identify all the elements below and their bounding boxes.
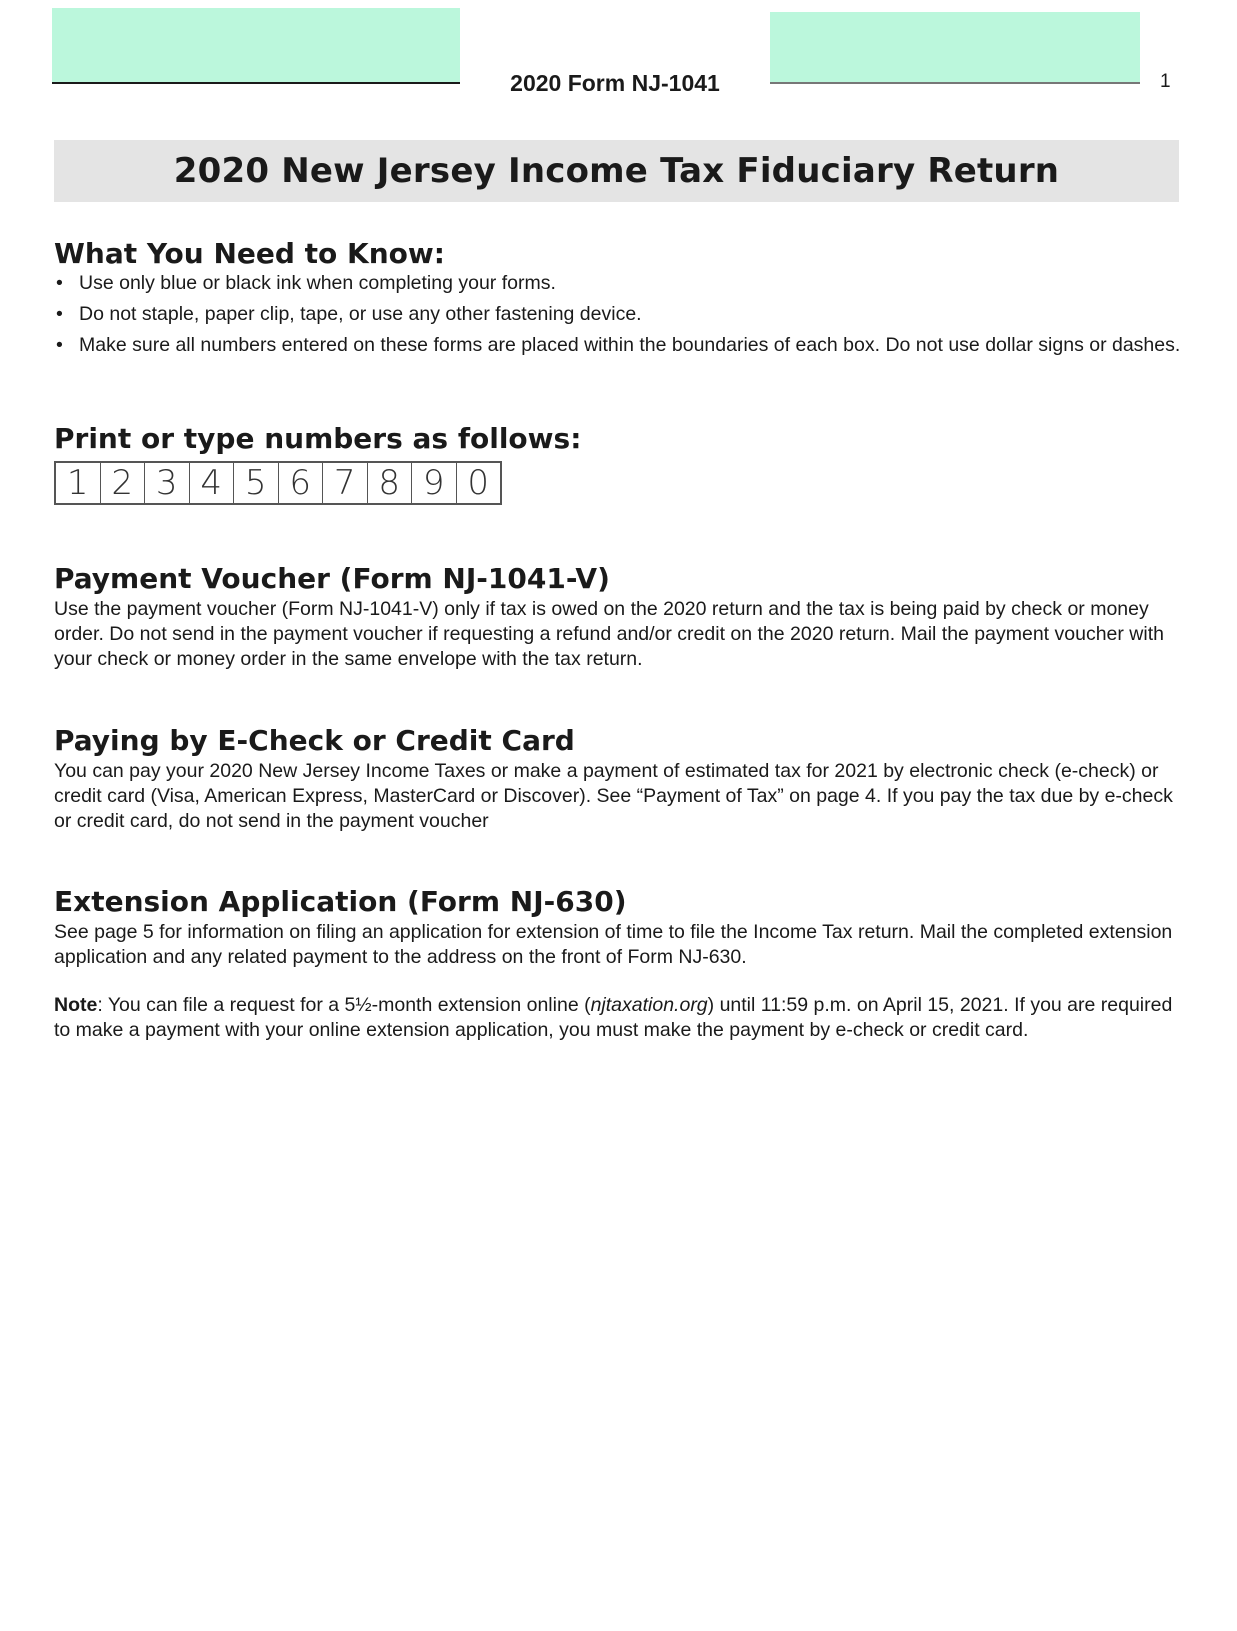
extension-text: See page 5 for information on filing an application for extension of time to file the Income Tax return. Mail the completed extension application and any related payment to the address on the front of Form NJ-630. [54, 921, 1173, 968]
payment-voucher-heading: Payment Voucher (Form NJ-1041-V) [54, 562, 610, 595]
extension-note [54, 993, 1184, 1043]
digit-cell: 4 [190, 463, 235, 503]
extension-section [54, 884, 1184, 1043]
page-title: 2020 New Jersey Income Tax Fiduciary Return [173, 151, 1060, 191]
note-text-2: ) until 11:59 p.m. on April 15, 2021. If you are required to make a payment with your online extension application, you must make the payment by e-check or credit card. [54, 994, 1173, 1041]
need-to-know-heading: What You Need to Know: [54, 237, 445, 270]
bullet-icon: • [56, 272, 63, 294]
list-item [54, 333, 1184, 358]
njtaxation-link[interactable]: njtaxation.org [590, 994, 708, 1016]
bullet-text: Use only blue or black ink when completing your forms. [79, 272, 556, 294]
digit-cell: 3 [145, 463, 190, 503]
echeck-heading: Paying by E-Check or Credit Card [54, 724, 575, 757]
bullet-icon: • [56, 303, 63, 325]
list-item [54, 302, 1184, 327]
digit-cell: 5 [234, 463, 279, 503]
payment-voucher-text: Use the payment voucher (Form NJ-1041-V) only if tax is owed on the 2020 return and the tax is being paid by check or money order. Do not send in the payment voucher if requesting a refund and/or credit on the 2020 return. Mail the payment voucher with your check or money order in the same envelope with the tax return. [54, 598, 1164, 670]
bullet-icon: • [56, 334, 63, 356]
digit-cell: 9 [412, 463, 457, 503]
need-to-know-list [54, 271, 1184, 358]
header-input-field-right[interactable] [770, 12, 1140, 84]
digit-sample-row [54, 461, 502, 505]
digit-cell: 0 [467, 463, 490, 503]
payment-voucher-section [54, 561, 1184, 672]
digit-cell: 8 [368, 463, 413, 503]
page-number: 1 [1160, 71, 1171, 92]
digit-cell: 1 [56, 463, 101, 503]
digit-cell: 6 [279, 463, 324, 503]
bullet-text: Make sure all numbers entered on these forms are placed within the boundaries of each box. Do not use dollar signs or dashes. [79, 334, 1181, 356]
extension-heading: Extension Application (Form NJ-630) [54, 885, 627, 918]
echeck-section [54, 723, 1184, 834]
list-item [54, 271, 1184, 296]
header-input-field-left[interactable] [52, 8, 460, 84]
title-bar [54, 140, 1179, 202]
need-to-know-section [54, 236, 1184, 364]
print-numbers-section [54, 421, 1184, 505]
form-id: 2020 Form NJ-1041 [510, 70, 720, 96]
print-numbers-heading: Print or type numbers as follows: [54, 422, 582, 455]
echeck-text: You can pay your 2020 New Jersey Income Taxes or make a payment of estimated tax for 2021 by electronic check (e-check) or credit card (Visa, American Express, MasterCard or Discover). See “Payment of Tax” on page 4. If you pay the tax due by e-check or credit card, do not send in the payment voucher [54, 760, 1173, 832]
digit-cell: 2 [101, 463, 146, 503]
note-text-1: : You can file a request for a 5½-month extension online ( [97, 994, 591, 1016]
bullet-text: Do not staple, paper clip, tape, or use any other fastening device. [79, 303, 642, 325]
digit-cell: 7 [323, 463, 368, 503]
note-label: Note [54, 994, 98, 1016]
